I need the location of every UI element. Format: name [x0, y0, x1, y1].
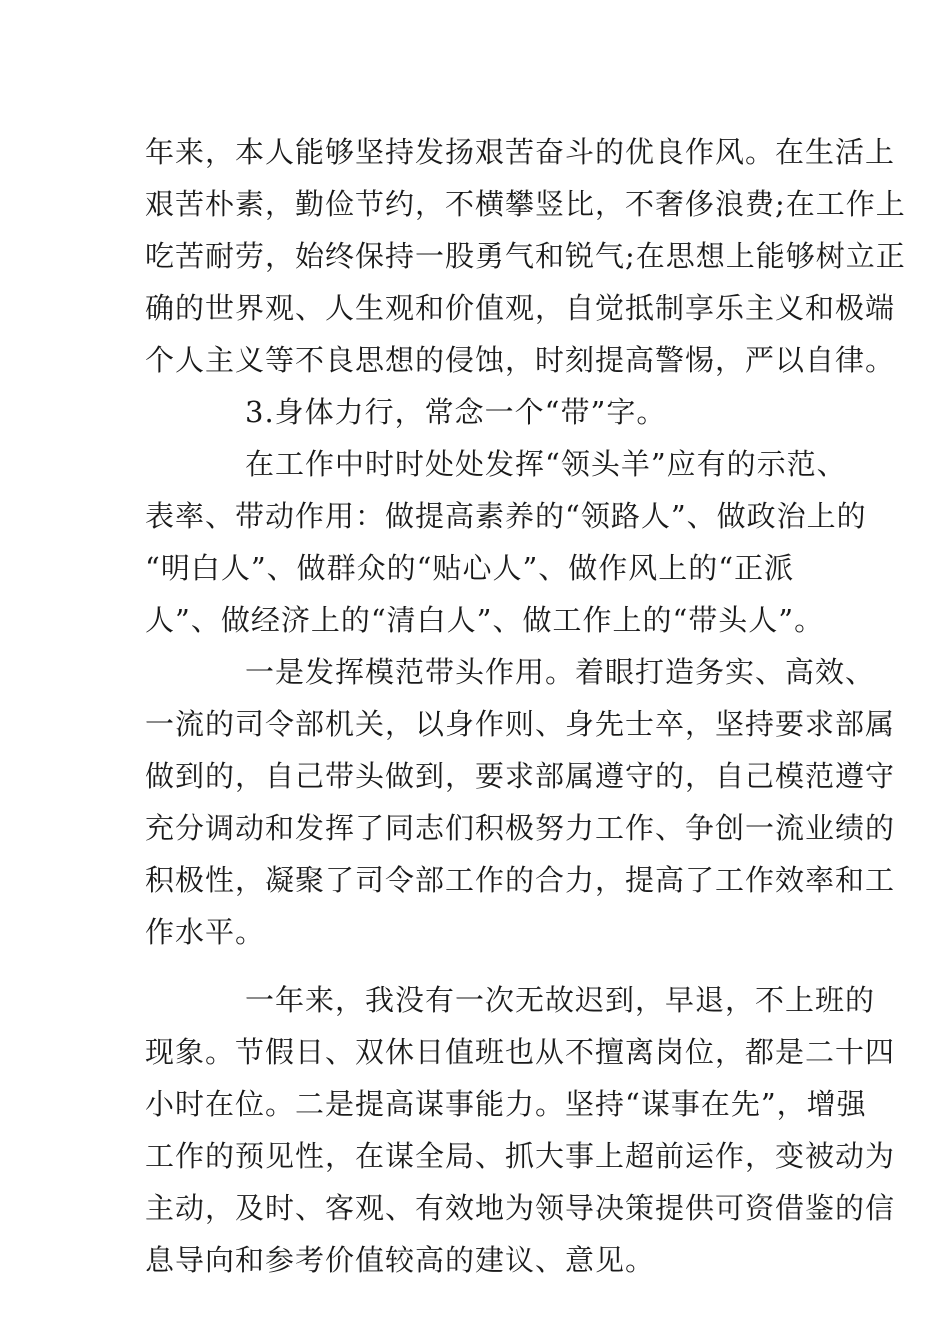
text-line: 吃苦耐劳，始终保持一股勇气和锐气;在思想上能够树立正 — [145, 239, 906, 273]
text-line: 一流的司令部机关，以身作则、身先士卒，坚持要求部属 — [145, 707, 896, 741]
text-line: 工作的预见性，在谋全局、抓大事上超前运作，变被动为 — [145, 1139, 896, 1173]
text-line: 年来，本人能够坚持发扬艰苦奋斗的优良作风。在生活上 — [145, 135, 896, 169]
text-line: 在工作中时时处处发挥“领头羊”应有的示范、 — [245, 447, 847, 481]
document-body — [145, 126, 906, 1286]
text-line: 一年来，我没有一次无故迟到，早退，不上班的 — [245, 983, 876, 1017]
text-line: 充分调动和发挥了同志们积极努力工作、争创一流业绩的 — [145, 811, 896, 845]
text-line: 个人主义等不良思想的侵蚀，时刻提高警惕，严以自律。 — [145, 343, 896, 377]
text-line: 艰苦朴素，勤俭节约，不横攀竖比，不奢侈浪费;在工作上 — [145, 187, 906, 221]
paragraph-gap — [145, 958, 810, 974]
text-line: 主动，及时、客观、有效地为领导决策提供可资借鉴的信 — [145, 1191, 896, 1225]
text-line: 小时在位。二是提高谋事能力。坚持“谋事在先”，增强 — [145, 1087, 867, 1121]
text-line: 人”、做经济上的“清白人”、做工作上的“带头人”。 — [145, 603, 825, 637]
text-line: 一是发挥模范带头作用。着眼打造务实、高效、 — [245, 655, 876, 689]
section-heading: 3.身体力行，常念一个“带”字。 — [245, 395, 667, 429]
text-line: 息导向和参考价值较高的建议、意见。 — [145, 1243, 656, 1277]
text-line: 表率、带动作用：做提高素养的“领路人”、做政治上的 — [145, 499, 867, 533]
text-line: 确的世界观、人生观和价值观，自觉抵制享乐主义和极端 — [145, 291, 896, 325]
text-line: 做到的，自己带头做到，要求部属遵守的，自己模范遵守 — [145, 759, 896, 793]
text-line: 现象。节假日、双休日值班也从不擅离岗位，都是二十四 — [145, 1035, 896, 1069]
text-line: 作水平。 — [145, 915, 266, 949]
text-line: “明白人”、做群众的“贴心人”、做作风上的“正派 — [145, 551, 795, 585]
text-line: 积极性，凝聚了司令部工作的合力，提高了工作效率和工 — [145, 863, 896, 897]
